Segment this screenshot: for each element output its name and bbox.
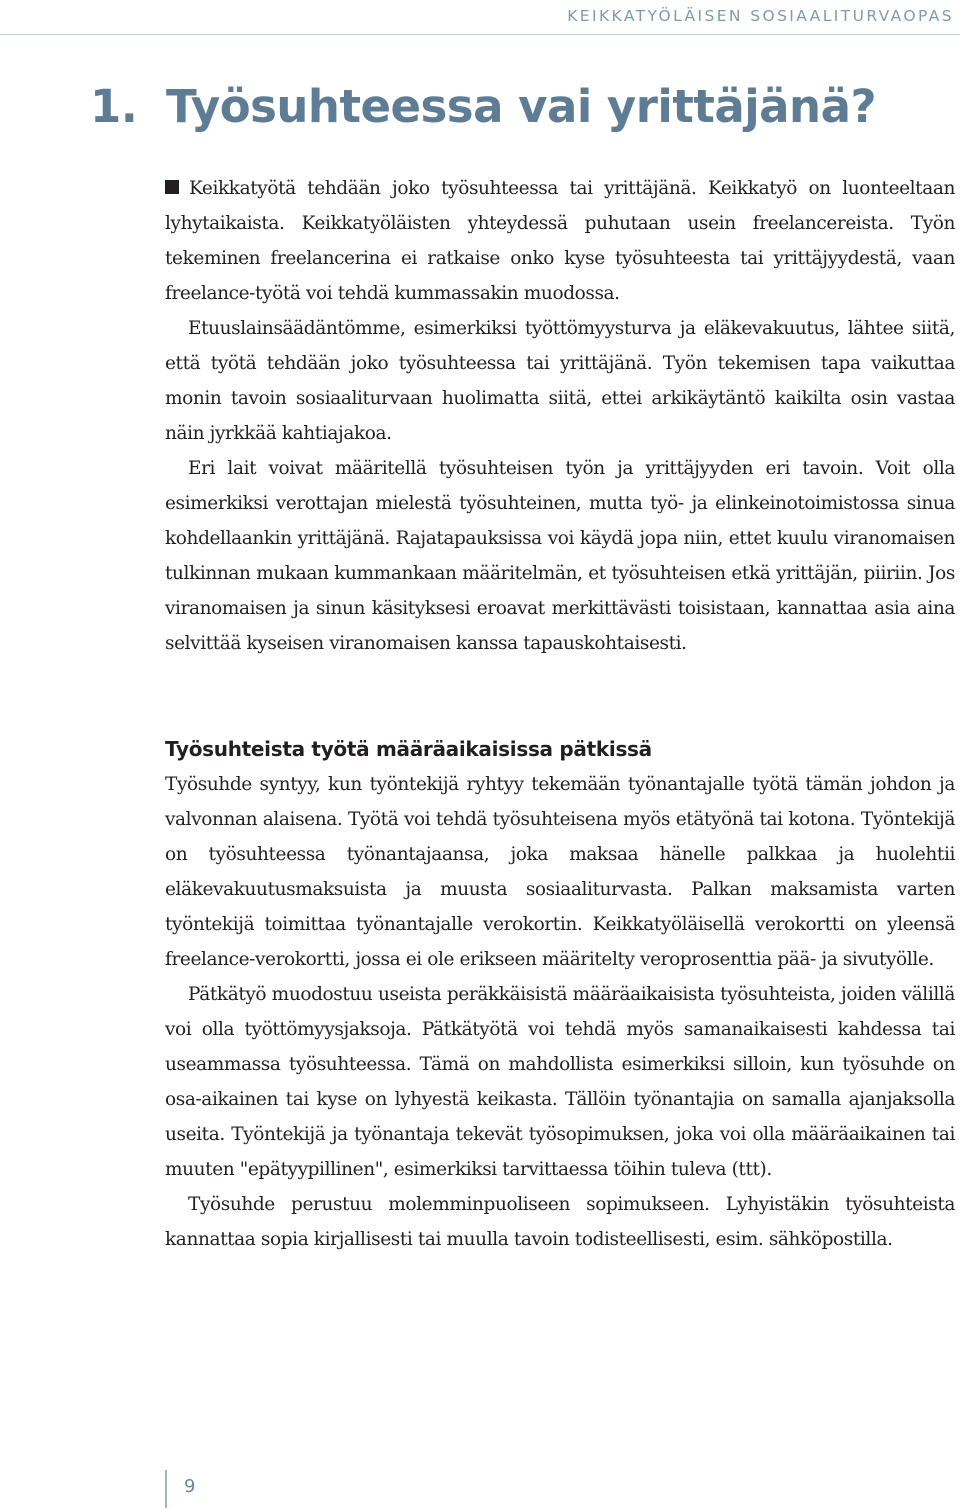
running-header: KEIKKATYÖLÄISEN SOSIAALITURVAOPAS [567, 7, 954, 25]
intro-paragraph: Eri lait voivat määritellä työsuhteisen työn ja yrittäjyyden eri tavoin. Voit olla esimerkiksi verottajan mielestä työsuhteinen, mutta työ- ja elinkeinotoimistossa sinua kohdellaankin yrittäjänä. Rajatapauksissa voi käydä jopa niin, ettet kuulu viranomaisen tulkinnan mukaan kummankaan määritelmän, et työsuhteisen etkä yrittäjän, piiriin. Jos viranomaisen ja sinun käsityksesi eroavat merkittävästi toisistaan, kannattaa asia aina selvittää kyseisen viranomaisen kanssa tapauskohtaisesti. [165, 458, 955, 654]
page-number: 9 [184, 1476, 196, 1497]
section-paragraph: Työsuhde perustuu molemminpuoliseen sopimukseen. Lyhyistäkin työsuhteista kannattaa sopia kirjallisesti tai muulla tavoin todisteellisesti, esim. sähköpostilla. [165, 1194, 955, 1250]
intro-lead-text: Keikkatyötä tehdään joko työsuhteessa tai yrittäjänä. Keikkatyö on luonteeltaan lyhytaikaista. Keikkatyöläisten yhteydessä puhutaan usein freelancereista. Työn tekeminen freelancerina ei ratkaise onko kyse työsuhteesta tai yrittäjyydestä, vaan freelance-työtä voi tehdä kummassakin muodossa. [165, 178, 955, 304]
footer-divider [165, 1470, 167, 1508]
header-divider [0, 34, 960, 35]
intro-lead-paragraph [165, 171, 955, 311]
intro-paragraph: Etuuslainsäädäntömme, esimerkiksi työttömyysturva ja eläkevakuutus, lähtee siitä, että työtä tehdään joko työsuhteessa tai yrittäjänä. Työn tekemisen tapa vaikuttaa monin tavoin sosiaaliturvaan huolimatta siitä, ettei arkikäytäntö kaikilta osin vastaa näin jyrkkää kahtiajakoa. [165, 318, 955, 444]
square-bullet-icon [165, 180, 179, 194]
section-heading: Työsuhteista työtä määräaikaisissa pätkissä [165, 737, 652, 761]
fixed-term-work-section [165, 732, 955, 1257]
chapter-number: 1. [90, 80, 138, 133]
intro-section [165, 171, 955, 661]
section-paragraph: Pätkätyö muodostuu useista peräkkäisistä määräaikaisista työsuhteista, joiden välillä voi olla työttömyysjaksoja. Pätkätyötä voi tehdä myös samanaikaisesti kahdessa tai useammassa työsuhteessa. Tämä on mahdollista esimerkiksi silloin, kun työsuhde on osa-aikainen tai kyse on lyhyestä keikasta. Tällöin työnantajia on samalla ajanjaksolla useita. Työntekijä ja työnantaja tekevät työsopimuksen, joka voi olla määräaikainen tai muuten "epätyypillinen", esimerkiksi tarvittaessa töihin tuleva (ttt). [165, 984, 955, 1180]
chapter-title-text: Työsuhteessa vai yrittäjänä? [166, 80, 877, 133]
section-paragraph: Työsuhde syntyy, kun työntekijä ryhtyy tekemään työnantajalle työtä tämän johdon ja valvonnan alaisena. Työtä voi tehdä työsuhteisena myös etätyönä tai kotona. Työntekijä on työsuhteessa työnantajaansa, joka maksaa hänelle palkkaa ja huolehtii eläkevakuutusmaksuista ja muusta sosiaaliturvasta. Palkan maksamista varten työntekijä toimittaa työnantajalle verokortin. Keikkatyöläisellä verokortti on yleensä freelance-verokortti, jossa ei ole erikseen määritelty veroprosenttia pää- ja sivutyölle. [165, 774, 955, 970]
chapter-title [90, 80, 876, 133]
